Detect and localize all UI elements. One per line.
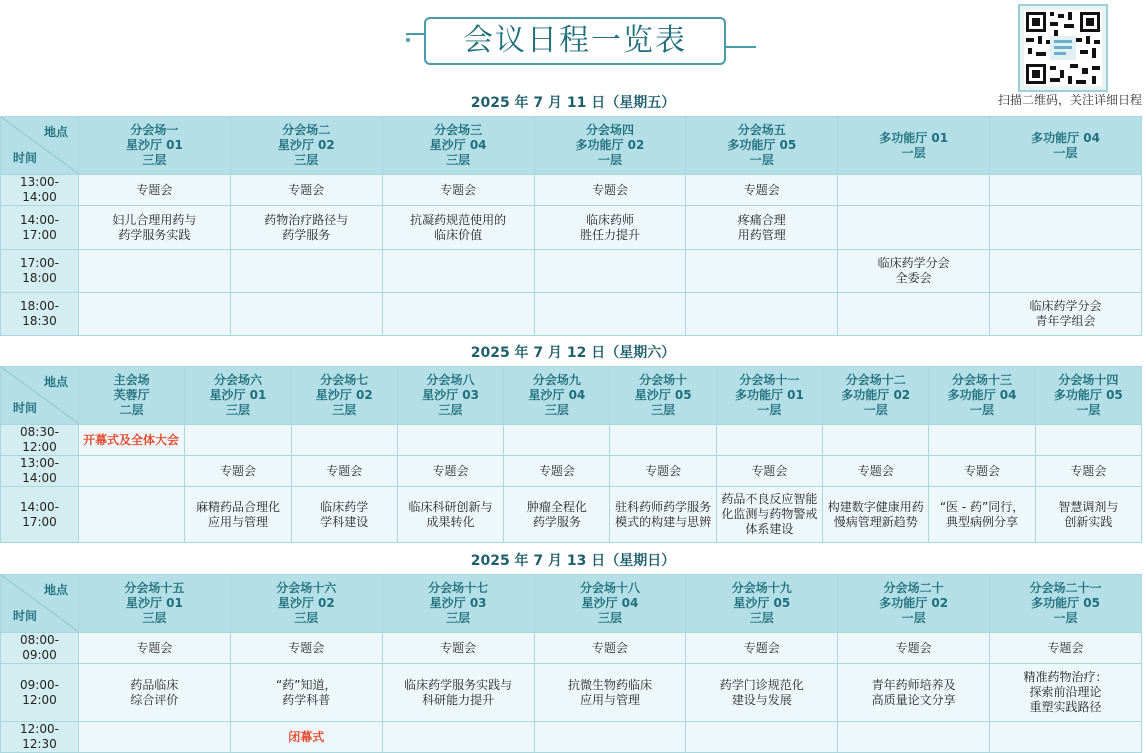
session-cell[interactable]	[716, 456, 822, 487]
cell-line: 胜任力提升	[579, 227, 640, 242]
session-cell[interactable]	[990, 293, 1142, 336]
cell-line: 应用与管理	[579, 692, 640, 707]
session-cell[interactable]	[504, 487, 610, 543]
session-cell[interactable]	[79, 206, 231, 250]
session-cell[interactable]	[534, 664, 686, 722]
corner-header	[1, 575, 79, 633]
cell-line: 多功能厅 05	[1031, 596, 1100, 610]
cell-line: 分会场十八	[579, 581, 640, 595]
corner-header	[1, 117, 79, 175]
cell-line: 专题会	[288, 182, 325, 197]
cell-line: 星沙厅 02	[277, 138, 335, 152]
venue-header	[534, 575, 686, 633]
session-cell	[838, 293, 990, 336]
cell-line: 青年药师培养及	[871, 677, 956, 692]
session-cell	[823, 425, 929, 456]
session-cell	[504, 425, 610, 456]
cell-line: 专题会	[743, 182, 780, 197]
session-cell[interactable]	[230, 664, 382, 722]
cell-line: 智慧调剂与	[1058, 499, 1119, 514]
cell-line: 典型病例分享	[946, 514, 1019, 529]
cell-line: 分会场五	[737, 123, 786, 137]
cell-line: 星沙厅 02	[315, 388, 373, 402]
schedule-table-day2	[0, 366, 1142, 543]
session-cell	[610, 425, 716, 456]
header-row	[1, 575, 1142, 633]
session-cell[interactable]	[823, 456, 929, 487]
session-cell[interactable]	[1035, 487, 1141, 543]
cell-line: 分会场七	[320, 373, 369, 387]
cell-line: 星沙厅 03	[429, 596, 487, 610]
session-cell	[534, 250, 686, 293]
session-cell[interactable]	[382, 206, 534, 250]
cell-line: 构建数字健康用药	[827, 499, 924, 514]
corner-location-label: 地点	[43, 583, 68, 597]
session-cell[interactable]	[838, 250, 990, 293]
cell-line: 三层	[749, 611, 774, 625]
session-cell[interactable]	[185, 487, 291, 543]
corner-time-label: 时间	[13, 151, 38, 165]
cell-line: 驻科药师药学服务	[615, 499, 712, 514]
session-cell	[686, 722, 838, 753]
cell-line: 抗微生物药临床	[567, 677, 652, 692]
cell-line: 重塑实践路径	[1029, 700, 1102, 714]
session-cell	[990, 206, 1142, 250]
cell-line: 芙蓉厅	[113, 388, 150, 402]
session-cell[interactable]	[397, 487, 503, 543]
day-title: 2025 年 7 月 11 日（星期五）	[470, 95, 676, 111]
session-cell	[291, 425, 397, 456]
corner-location-label: 地点	[43, 125, 68, 139]
cell-line: 星沙厅 05	[634, 388, 692, 402]
cell-line: 分会场二	[282, 123, 331, 137]
cell-line: 分会场二十一	[1029, 581, 1102, 595]
page-title: 会议日程一览表	[463, 23, 687, 58]
session-cell[interactable]	[79, 175, 231, 206]
venue-header	[990, 575, 1142, 633]
cell-line: 一层	[757, 403, 782, 417]
session-cell	[79, 722, 231, 753]
schedule-row	[1, 175, 1142, 206]
cell-line: 一层	[901, 145, 926, 160]
cell-line: 分会场十四	[1058, 373, 1119, 387]
cell-line: 多功能厅 02	[575, 138, 645, 152]
schedule-row	[1, 722, 1142, 753]
session-cell[interactable]	[79, 664, 231, 722]
session-cell	[838, 175, 990, 206]
cell-line: 三层	[142, 153, 167, 167]
venue-header	[230, 575, 382, 633]
session-cell	[382, 293, 534, 336]
venue-header	[929, 367, 1035, 425]
session-cell[interactable]	[929, 487, 1035, 543]
schedule-row	[1, 456, 1142, 487]
title-decoration-dot	[406, 38, 410, 42]
venue-header	[230, 117, 382, 175]
cell-line: 专题会	[591, 182, 628, 197]
cell-line: 化监测与药物警戒	[721, 507, 818, 521]
session-cell[interactable]	[79, 633, 231, 664]
schedule-row	[1, 633, 1142, 664]
venue-header	[397, 367, 503, 425]
venue-header	[838, 575, 990, 633]
cell-line: 分会场十二	[845, 373, 906, 387]
cell-line: 一层	[970, 403, 995, 417]
venue-header	[382, 575, 534, 633]
venue-header	[291, 367, 397, 425]
session-cell[interactable]	[990, 664, 1142, 722]
session-cell[interactable]	[838, 633, 990, 664]
time-slot: 09:00-12:00	[1, 664, 79, 722]
cell-line: 星沙厅 02	[277, 596, 335, 610]
time-slot: 08:00-09:00	[1, 633, 79, 664]
cell-line: 星沙厅 04	[429, 138, 487, 152]
day-title: 2025 年 7 月 13 日（星期日）	[470, 553, 676, 569]
corner-time-label: 时间	[13, 401, 38, 415]
session-cell[interactable]	[716, 487, 822, 543]
cell-line: 三层	[446, 153, 471, 167]
cell-line: 分会场十	[639, 373, 688, 387]
session-cell[interactable]	[382, 633, 534, 664]
cell-line: 用药管理	[737, 227, 786, 242]
cell-line: “医 - 药”同行，	[939, 499, 1025, 514]
session-cell[interactable]	[230, 206, 382, 250]
cell-line: 高质量论文分享	[871, 692, 956, 707]
session-cell[interactable]	[397, 456, 503, 487]
cell-line: 药学服务	[282, 227, 331, 242]
cell-line: 专题会	[136, 640, 173, 655]
cell-line: 多功能厅 04	[1031, 130, 1100, 145]
cell-line: 多功能厅 05	[1053, 388, 1123, 402]
cell-line: 临床药学服务实践与	[404, 677, 513, 692]
cell-line: 专题会	[440, 640, 477, 655]
cell-line: 专题会	[895, 640, 932, 655]
cell-line: 一层	[1076, 403, 1101, 417]
cell-line: 全委会	[895, 271, 932, 285]
cell-line: 临床药学	[320, 499, 369, 514]
cell-line: 探索前沿理论	[1029, 685, 1102, 699]
session-cell[interactable]	[382, 175, 534, 206]
session-cell	[382, 250, 534, 293]
cell-line: 抗凝药规范使用的	[410, 212, 507, 227]
cell-line: 慢病管理新趋势	[833, 514, 918, 529]
cell-line: 一层	[749, 153, 774, 167]
session-cell[interactable]	[610, 487, 716, 543]
cell-line: 分会场八	[426, 373, 475, 387]
session-cell	[230, 293, 382, 336]
session-cell[interactable]	[929, 456, 1035, 487]
cell-line: 专题会	[743, 640, 780, 655]
session-cell	[686, 250, 838, 293]
cell-line: 一层	[1053, 611, 1078, 625]
session-cell[interactable]	[534, 175, 686, 206]
cell-line: 星沙厅 05	[733, 596, 791, 610]
cell-line: 专题会	[432, 463, 469, 478]
session-cell[interactable]	[382, 664, 534, 722]
day-title: 2025 年 7 月 12 日（星期六）	[470, 345, 676, 361]
cell-line: 肿瘤全程化	[526, 499, 587, 514]
time-slot: 14:00-17:00	[1, 487, 79, 543]
cell-line: 药品不良反应智能	[721, 492, 818, 506]
cell-line: 三层	[651, 403, 676, 417]
time-slot: 13:00-14:00	[1, 175, 79, 206]
cell-line: 创新实践	[1064, 514, 1113, 529]
session-cell	[990, 250, 1142, 293]
cell-line: 三层	[332, 403, 357, 417]
cell-line: 药学服务	[532, 514, 581, 529]
cell-line: 星沙厅 01	[125, 138, 183, 152]
cell-line: 分会场十一	[739, 373, 800, 387]
venue-header	[185, 367, 291, 425]
cell-line: 多功能厅 01	[734, 388, 804, 402]
session-cell[interactable]	[610, 456, 716, 487]
cell-line: 分会场三	[434, 123, 483, 137]
cell-line: 专题会	[538, 463, 575, 478]
header-row	[1, 117, 1142, 175]
cell-line: 分会场九	[532, 373, 581, 387]
session-cell[interactable]	[291, 456, 397, 487]
cell-line: 专题会	[219, 463, 256, 478]
cell-line: 分会场六	[213, 373, 262, 387]
cell-line: 分会场十七	[428, 581, 489, 595]
schedule-row	[1, 206, 1142, 250]
cell-line: 麻精药品合理化	[195, 499, 280, 514]
schedule-row	[1, 250, 1142, 293]
corner-location-label: 地点	[43, 375, 68, 389]
session-cell[interactable]	[534, 633, 686, 664]
session-cell[interactable]	[686, 664, 838, 722]
time-slot: 13:00-14:00	[1, 456, 79, 487]
session-cell[interactable]	[230, 633, 382, 664]
session-cell	[79, 487, 185, 543]
venue-header	[534, 117, 686, 175]
cell-line: 学科建设	[320, 514, 369, 529]
cell-line: 药学门诊规范化	[719, 677, 804, 692]
venue-header	[716, 367, 822, 425]
opening-ceremony-cell[interactable]: 开幕式及全体大会	[79, 425, 185, 456]
time-slot: 14:00-17:00	[1, 206, 79, 250]
venue-header	[1035, 367, 1141, 425]
cell-line: 分会场二十	[883, 581, 944, 595]
session-cell[interactable]	[686, 206, 838, 250]
cell-line: 分会场十三	[952, 373, 1013, 387]
time-slot: 12:00-12:30	[1, 722, 79, 753]
cell-line: 专题会	[591, 640, 628, 655]
cell-line: 专题会	[1047, 640, 1084, 655]
session-cell	[534, 722, 686, 753]
cell-line: 临床科研创新与	[408, 499, 493, 514]
schedule-row	[1, 664, 1142, 722]
cell-line: 分会场一	[130, 123, 179, 137]
session-cell[interactable]	[185, 456, 291, 487]
cell-line: 一层	[863, 403, 888, 417]
session-cell[interactable]	[230, 175, 382, 206]
venue-header	[686, 117, 838, 175]
cell-line: 三层	[225, 403, 250, 417]
cell-line: 专题会	[964, 463, 1001, 478]
cell-line: 专题会	[440, 182, 477, 197]
cell-line: 主会场	[113, 373, 150, 387]
cell-line: 多功能厅 04	[947, 388, 1017, 402]
qr-caption: 扫描二维码，关注详细日程	[997, 93, 1142, 107]
cell-line: 三层	[438, 403, 463, 417]
venue-header	[79, 367, 185, 425]
session-cell	[1035, 425, 1141, 456]
session-cell[interactable]	[504, 456, 610, 487]
schedule-row	[1, 293, 1142, 336]
venue-header	[79, 575, 231, 633]
session-cell	[185, 425, 291, 456]
cell-line: 星沙厅 04	[528, 388, 586, 402]
cell-line: 三层	[142, 611, 167, 625]
cell-line: 疼痛合理	[737, 212, 786, 227]
session-cell	[534, 293, 686, 336]
cell-line: 综合评价	[130, 692, 179, 707]
cell-line: 多功能厅 02	[841, 388, 911, 402]
cell-line: 二层	[119, 403, 144, 417]
cell-line: 星沙厅 01	[125, 596, 183, 610]
cell-line: 临床药师	[585, 212, 634, 227]
cell-line: 多功能厅 05	[727, 138, 797, 152]
venue-header	[838, 117, 990, 175]
session-cell	[79, 456, 185, 487]
time-slot: 17:00-18:00	[1, 250, 79, 293]
schedule-row	[1, 425, 1142, 456]
cell-line: 药品临床	[130, 677, 179, 692]
cell-line: 专题会	[751, 463, 788, 478]
cell-line: 一层	[1053, 145, 1078, 160]
session-cell[interactable]	[990, 633, 1142, 664]
session-cell[interactable]	[838, 664, 990, 722]
cell-line: 三层	[446, 611, 471, 625]
schedule-table-day1	[0, 116, 1142, 336]
session-cell	[79, 250, 231, 293]
cell-line: 成果转化	[426, 514, 475, 529]
cell-line: 三层	[294, 153, 319, 167]
cell-line: “药”知道，	[276, 677, 337, 692]
cell-line: 模式的构建与思辨	[615, 514, 712, 529]
venue-header	[79, 117, 231, 175]
cell-line: 临床药学分会	[1029, 299, 1102, 313]
cell-line: 三层	[544, 403, 569, 417]
cell-line: 应用与管理	[207, 514, 268, 529]
session-cell	[79, 293, 231, 336]
session-cell	[382, 722, 534, 753]
session-cell	[230, 250, 382, 293]
cell-line: 临床药学分会	[877, 256, 950, 270]
session-cell	[838, 722, 990, 753]
cell-line: 专题会	[1070, 463, 1107, 478]
session-cell	[716, 425, 822, 456]
session-cell	[929, 425, 1035, 456]
session-cell	[990, 175, 1142, 206]
corner-time-label: 时间	[13, 609, 38, 623]
session-cell	[990, 722, 1142, 753]
cell-line: 专题会	[288, 640, 325, 655]
cell-line: 一层	[597, 153, 622, 167]
cell-line: 药学科普	[282, 692, 331, 707]
session-cell[interactable]	[291, 487, 397, 543]
session-cell	[397, 425, 503, 456]
cell-line: 青年学组会	[1035, 314, 1096, 328]
cell-line: 科研能力提升	[422, 692, 495, 707]
cell-line: 星沙厅 01	[209, 388, 267, 402]
cell-line: 药学服务实践	[118, 227, 191, 242]
cell-line: 建设与发展	[731, 692, 792, 707]
venue-header	[990, 117, 1142, 175]
cell-line: 多功能厅 01	[879, 130, 949, 145]
venue-header	[686, 575, 838, 633]
cell-line: 专题会	[136, 182, 173, 197]
header-row	[1, 367, 1142, 425]
cell-line: 一层	[901, 611, 926, 625]
cell-line: 星沙厅 04	[581, 596, 639, 610]
cell-line: 三层	[597, 611, 622, 625]
session-cell[interactable]	[534, 206, 686, 250]
venue-header	[610, 367, 716, 425]
cell-line: 精准药物治疗：	[1023, 670, 1108, 684]
cell-line: 闭幕式	[288, 729, 325, 744]
cell-line: 临床价值	[434, 227, 483, 242]
schedule-row	[1, 487, 1142, 543]
cell-line: 分会场十六	[276, 581, 337, 595]
corner-header	[1, 367, 79, 425]
schedule-table-day3	[0, 574, 1142, 753]
venue-header	[382, 117, 534, 175]
session-cell[interactable]	[230, 722, 382, 753]
cell-line: 分会场十九	[731, 581, 792, 595]
qr-code-icon[interactable]	[1018, 4, 1108, 92]
cell-line: 专题会	[645, 463, 682, 478]
cell-line: 专题会	[326, 463, 363, 478]
cell-line: 体系建设	[745, 522, 794, 536]
venue-header	[823, 367, 929, 425]
venue-header	[504, 367, 610, 425]
cell-line: 药物治疗路径与	[264, 212, 349, 227]
session-cell[interactable]	[823, 487, 929, 543]
session-cell[interactable]	[1035, 456, 1141, 487]
cell-line: 星沙厅 03	[422, 388, 479, 402]
cell-line: 分会场四	[585, 123, 634, 137]
cell-line: 妇儿合理用药与	[112, 212, 197, 227]
session-cell	[686, 293, 838, 336]
cell-line: 三层	[294, 611, 319, 625]
cell-line: 多功能厅 02	[879, 596, 949, 610]
cell-line: 分会场十五	[124, 581, 185, 595]
session-cell[interactable]	[686, 175, 838, 206]
time-slot: 18:00-18:30	[1, 293, 79, 336]
session-cell[interactable]	[686, 633, 838, 664]
session-cell	[838, 206, 990, 250]
title-area	[0, 0, 1146, 70]
cell-line: 专题会	[857, 463, 894, 478]
time-slot: 08:30-12:00	[1, 425, 79, 456]
